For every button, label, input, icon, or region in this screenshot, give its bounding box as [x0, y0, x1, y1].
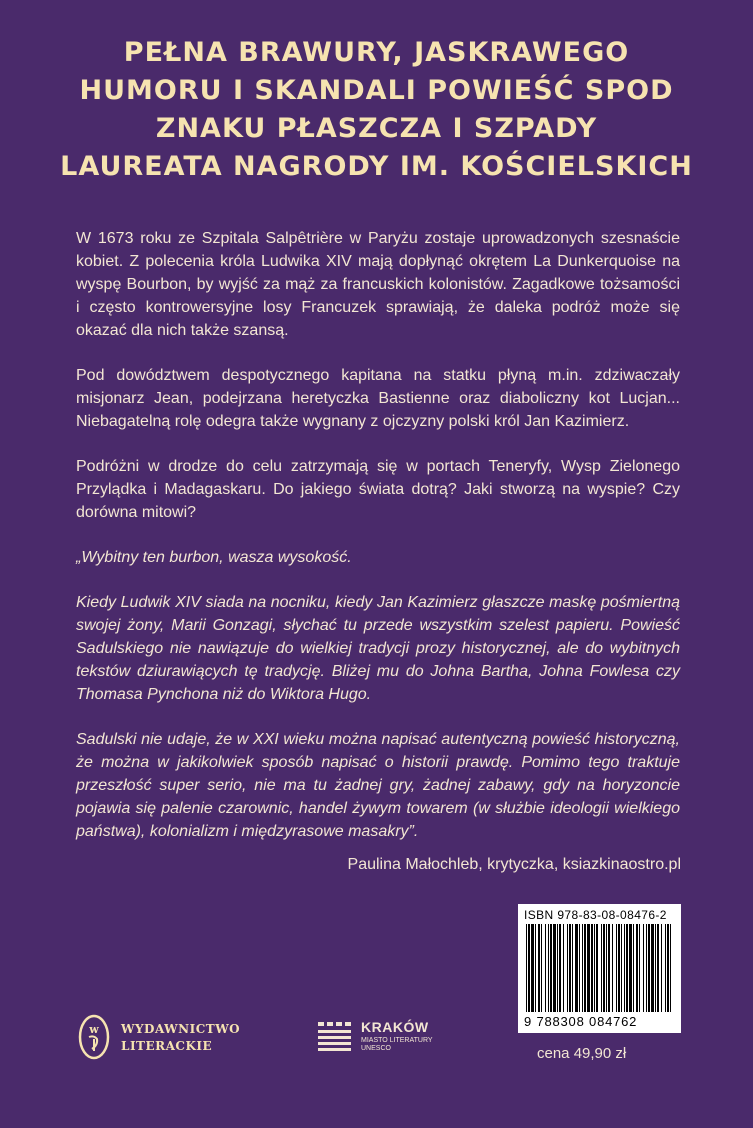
barcode-bar: [548, 924, 549, 1012]
publisher-line: LITERACKIE: [121, 1039, 213, 1053]
barcode-bar: [629, 924, 632, 1012]
barcode-bar: [639, 924, 640, 1012]
barcode-bar: [572, 924, 573, 1012]
barcode-bar: [526, 924, 527, 1012]
barcode-bar: [651, 924, 654, 1012]
wydawnictwo-literackie-logo-icon: [76, 1013, 112, 1061]
krakow-subtitle-line: UNESCO: [361, 1045, 391, 1052]
barcode-bar: [646, 924, 647, 1012]
quote-paragraph: Sadulski nie udaje, że w XXI wieku można napisać autentyczną powieść historyczną, że można w jakikolwiek sposób napisać o historii prawdę. Pomimo tego traktuje przeszłość super serio, nie ma tu żadnej gry, żadnej zabawy, gdy na horyzoncie pojawia się palenie czarownic, handel żywym towarem (w służbie ideologii wielkiego państwa), kolonializm i międzyrasowe masakry”.: [76, 731, 680, 840]
blurb-text: [76, 227, 680, 865]
isbn-label: ISBN 978-83-08-08476-2: [524, 908, 667, 922]
barcode-bar: [535, 924, 536, 1012]
quote-signature: Paulina Małochleb, krytyczka, ksiazkinaostro.pl: [347, 856, 681, 873]
barcode-bar: [553, 924, 556, 1012]
quote-paragraph: Kiedy Ludwik XIV siada na nocniku, kiedy Jan Kazimierz głaszcze maskę pośmiertną swojej żony, Marii Gonzagi, słychać tu przede wszystkim szelest papieru. Powieść Sadulskiego nie nawiązuje do wielkiej tradycji prozy historycznej, ale do wybitnych tekstów dziurawiących tę tradycję. Bliżej mu do Johna Bartha, Johna Fowlesa czy Thomasa Pynchona niż do Wiktora Hugo.: [76, 594, 680, 703]
barcode-bar: [667, 924, 669, 1012]
barcode-bar: [616, 924, 617, 1012]
publisher-line: WYDAWNICTWO: [121, 1022, 241, 1036]
barcode-bar: [621, 924, 622, 1012]
barcode-bar: [603, 924, 605, 1012]
barcode-bar: [657, 924, 659, 1012]
headline-line: LAUREATA NAGRODY IM. KOŚCIELSKICH: [60, 151, 693, 182]
barcode-bar: [626, 924, 628, 1012]
svg-text:w: w: [89, 1023, 99, 1036]
publisher-name: [121, 1021, 240, 1055]
barcode-bar: [550, 924, 552, 1012]
barcode-bar: [643, 924, 644, 1012]
barcode-bar: [596, 924, 598, 1012]
headline-line: HUMORU I SKANDALI POWIEŚĆ SPOD: [79, 75, 674, 106]
krakow-city-logo-icon: [317, 1021, 353, 1055]
barcode-bar: [559, 924, 561, 1012]
quote-opening: „Wybitny ten burbon, wasza wysokość.: [76, 549, 352, 566]
blurb-paragraph: Podróżni w drodze do celu zatrzymają się w portach Teneryfy, Wysp Zielonego Przylądka i Madagaskaru. Do jakiego świata dotrą? Jaki stworzą na wyspie? Czy dorówna mitowi?: [76, 458, 680, 521]
barcode-bar: [582, 924, 583, 1012]
barcode-bar: [606, 924, 607, 1012]
barcode-bar: [661, 924, 662, 1012]
krakow-title: KRAKÓW: [361, 1019, 429, 1035]
barcode-bar: [670, 924, 671, 1012]
barcode-bars: [524, 924, 675, 1014]
blurb-paragraph: W 1673 roku ze Szpitala Salpêtrière w Paryżu zostaje uprowadzonych szesnaście kobiet. Z polecenia króla Ludwika XIV mają dopłynąć okrętem La Dunkerquoise na wyspę Bourbon, by wyjść za mąż za francuskich kolonistów. Zagadkowe tożsamości i często kontrowersyjne losy Francuzek sprawiają, że daleka podróż może się okazać dla nich także szansą.: [76, 230, 680, 339]
barcode-bar: [567, 924, 568, 1012]
barcode-bar: [608, 924, 610, 1012]
barcode-bar: [557, 924, 558, 1012]
barcode-bar: [528, 924, 530, 1012]
barcode-bar: [618, 924, 620, 1012]
barcode-bar: [569, 924, 571, 1012]
barcode-bar: [624, 924, 625, 1012]
barcode-bar: [601, 924, 602, 1012]
barcode-bar: [587, 924, 590, 1012]
barcode-bar: [579, 924, 580, 1012]
barcode-digits: 9 788308 084762: [524, 1014, 638, 1029]
barcode-bar: [575, 924, 578, 1012]
barcode-bar: [584, 924, 586, 1012]
headline-line: PEŁNA BRAWURY, JASKRAWEGO: [123, 37, 630, 68]
barcode-bar: [538, 924, 540, 1012]
headline-line: ZNAKU PŁASZCZA I SZPADY: [155, 113, 598, 144]
barcode-bar: [636, 924, 638, 1012]
barcode-bar: [594, 924, 595, 1012]
barcode-bar: [563, 924, 564, 1012]
isbn-barcode: [518, 904, 681, 1033]
barcode-bar: [612, 924, 613, 1012]
barcode-bar: [665, 924, 666, 1012]
barcode-bar: [648, 924, 650, 1012]
barcode-bar: [541, 924, 542, 1012]
blurb-paragraph: Pod dowództwem despotycznego kapitana na statku płyną m.in. zdziwaczały misjonarz Jean, podejrzana heretyczka Bastienne oraz diaboliczny kot Lucjan... Niebagatelną rolę odegra także wygnany z ojczyzny polski król Jan Kazimierz.: [76, 367, 680, 430]
headline: [40, 34, 713, 186]
barcode-bar: [545, 924, 546, 1012]
price: cena 49,90 zł: [537, 1045, 627, 1062]
barcode-bar: [633, 924, 634, 1012]
barcode-bar: [655, 924, 656, 1012]
krakow-subtitle-line: MIASTO LITERATURY: [361, 1037, 433, 1044]
barcode-bar: [531, 924, 534, 1012]
barcode-bar: [591, 924, 593, 1012]
krakow-subtitle: [361, 1037, 441, 1053]
